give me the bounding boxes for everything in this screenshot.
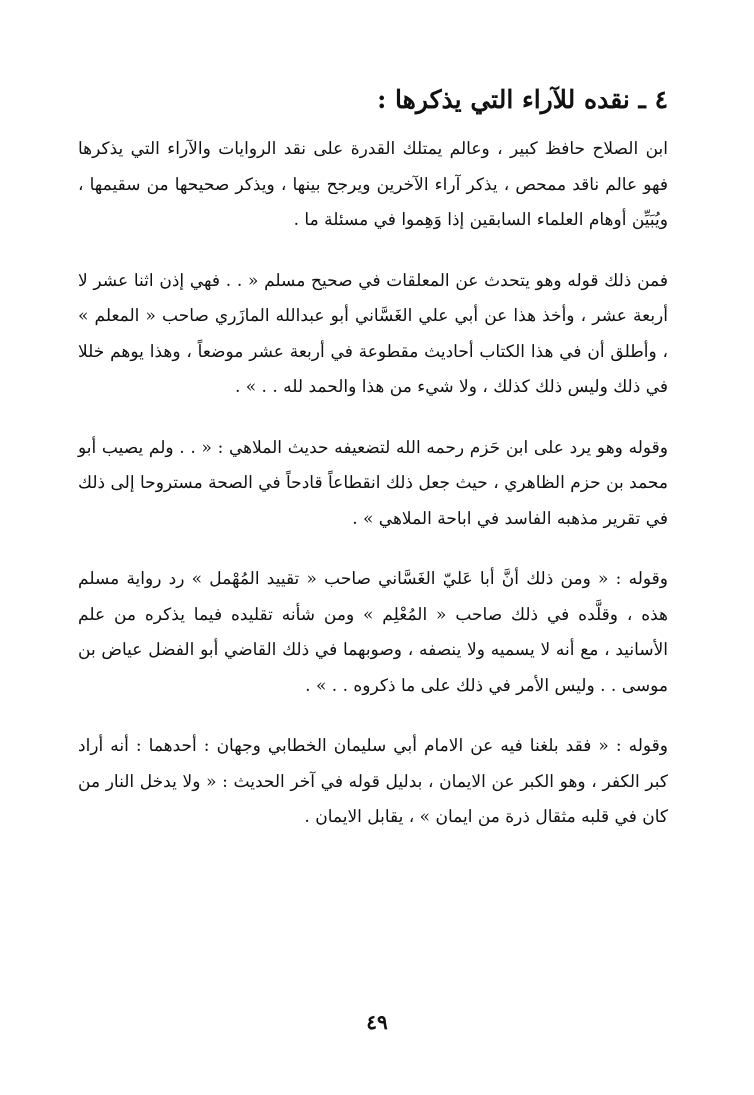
section-heading: ٤ ـ نقده للآراء التي يذكرها : [377, 85, 668, 114]
paragraph-4: وقوله : « ومن ذلك أنَّ أبا عَليّ الغَسَّاني صاحب « تقييد المُهْمل » رد رواية مسلم هذه ، وقلَّده في ذلك صاحب « المُعْلِم » ومن شأنه تقليده فيما يذكره من علم الأسانيد ، مع أنه لا يسميه ولا ينصفه ، وصوبهما في ذلك القاضي أبو الفضل عياض بن موسى . . وليس الأمر في ذلك على ما ذكروه . . » . [78, 569, 668, 696]
paragraph-1: ابن الصلاح حافظ كبير ، وعالم يمتلك القدرة على نقد الروايات والآراء التي يذكرها فهو عالم ناقد ممحص ، يذكر آراء الآخرين ويرجح بينها ، ويذكر صحيحها من سقيمها ، ويُبَيِّن أوهام العلماء السابقين إذا وَهِموا في مسئلة ما . [78, 139, 668, 230]
page-number: ٤٩ [366, 1010, 388, 1034]
paragraph-2: فمن ذلك قوله وهو يتحدث عن المعلقات في صحيح مسلم « . . فهي إذن اثنا عشر لا أربعة عشر ، وأخذ هذا عن أبي علي الغَسَّاني أبو عبدالله المازَري صاحب « المعلم » ، وأطلق أن في هذا الكتاب أحاديث مقطوعة في أربعة عشر موضعاً ، وهذا يوهم خللا في ذلك وليس ذلك كذلك ، ولا شيء من هذا والحمد لله . . » . [78, 270, 668, 397]
paragraph-3: وقوله وهو يرد على ابن حَزم رحمه الله لتضعيفه حديث الملاهي : « . . ولم يصيب أبو محمد بن حزم الظاهري ، حيث جعل ذلك انقطاعاً قادحاً في الصحة مستروحا إلى ذلك في تقرير مذهبه الفاسد في اباحة الملاهي » . [78, 437, 668, 529]
paragraph-5: وقوله : « فقد بلغنا فيه عن الامام أبي سليمان الخطابي وجهان : أحدهما : أنه أراد كبر الكفر ، وهو الكبر عن الايمان ، بدليل قوله في آخر الحديث : « ولا يدخل النار من كان في قلبه مثقال ذرة من ايمان » ، يقابل الايمان . [78, 736, 668, 827]
page-body [78, 132, 668, 861]
